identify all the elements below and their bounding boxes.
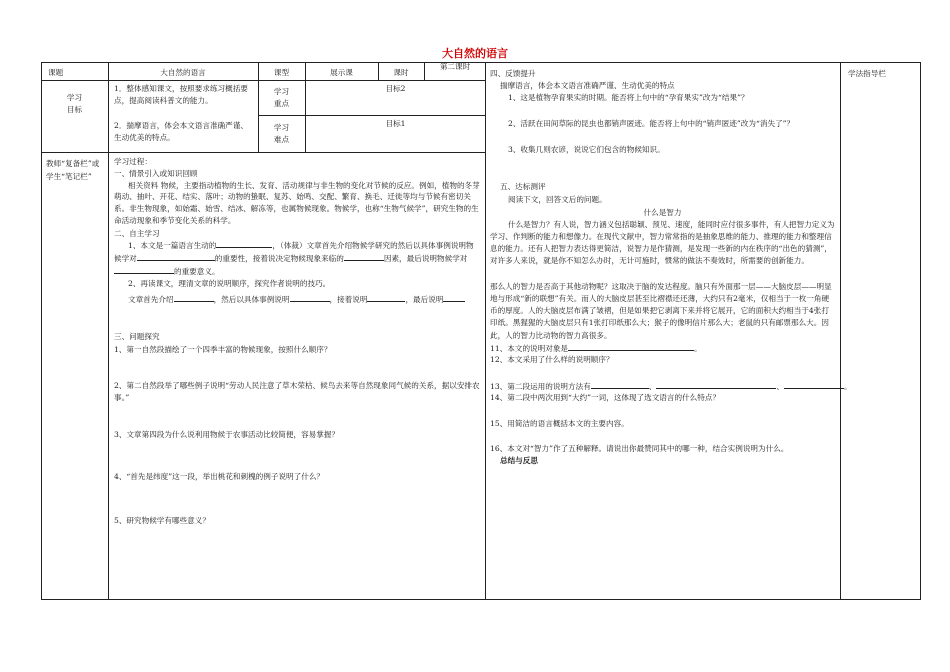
header-topic-label: 课题 <box>48 68 64 77</box>
header-type-value: 展示课 <box>330 68 353 77</box>
s2-p1e: 因素，最后说明物候学对 <box>383 254 468 264</box>
table-bottom-border <box>41 599 921 600</box>
header-type-label: 课型 <box>273 68 290 77</box>
notes-column-label: 教师“复备栏”或学生“笔记栏” <box>46 159 100 181</box>
guide-divider <box>840 62 841 600</box>
section4-title: 四、反馈提升 <box>490 69 536 78</box>
q11b: 。 <box>694 344 702 353</box>
right-question-2: 2、活跃在田间草际的昆虫也都销声匿迹。能否将上句中的“销声匿迹”改为“消失了”？ <box>508 119 795 128</box>
key-point-label <box>258 86 305 110</box>
header-period-value: 第二课时 <box>439 62 471 71</box>
s2-p3d: ，最后说明 <box>405 295 444 305</box>
section1-body: 相关资料 物候，主要指动植物的生长、发育、活动规律与非生物的变化对节候的反应。例如，植物的冬芽萌动、抽叶、开花、结实、落叶；动物的蛰眠、复苏、始鸣、交配、繁育、换毛、迁徙等均与节候有密切关系。非生物现象，如始霜、始雪、结冰、解冻等，也属物候现象。物候学，也称“生物气候学”，研究生物的生命活动现象和季节变化关系的科学。 <box>114 180 480 225</box>
blank-1[interactable] <box>216 239 272 248</box>
question-15: 15、用简洁的语言概括本文的主要内容。 <box>490 419 629 428</box>
section4-intro: 揣摩语言，体会本文语言准确严谨、生动优美的特点 <box>500 81 675 90</box>
key-point-value: 目标2 <box>385 84 406 93</box>
goals-label-line2: 目标 <box>66 104 83 114</box>
article-title: 什么是智力 <box>643 208 682 217</box>
section5-title: 五、达标测评 <box>500 182 546 191</box>
right-question-1: 1、这是植物孕育果实的时期。能否将上句中的“孕育果实”改为“结果”？ <box>508 93 749 102</box>
header-period-label: 课时 <box>393 68 409 77</box>
question-14: 14、第二段中两次用到“大约”一词，这体现了选文语言的什么特点？ <box>490 393 721 402</box>
s2-p1d: 的重要性，接着说决定物候现象来临的 <box>214 254 344 264</box>
side-col-line <box>108 152 109 600</box>
goal-item-2: 2．揣摩语言，体会本文语言准确严谨、生动优美的特点。 <box>114 121 248 142</box>
question-4: 4、“首先是纬度”这一段，举出桃花和刺槐的例子说明了什么？ <box>114 472 325 481</box>
section2-title: 二、自主学习 <box>114 228 160 238</box>
s2-p3c: ，接着说明 <box>329 295 368 305</box>
key-label-2: 重点 <box>273 98 290 108</box>
middle-divider <box>485 62 486 600</box>
article-paragraph-1: 什么是智力？有人说，智力涵义包括聪颖、预见、速度，能同时应付很多事件，有人把智力定义为学习、作判断的能力和想像力。在现代文献中，智力常常指的是抽象思维的能力、推理的能力和整理信息的能力。还有人把智力表达得更简洁，说智力是作猜测，是发现一些新的内在秩序的“出色的猜测”，对许多人来说，就是你不知怎么办时，无计可施时，惯常的做法不奏效时，所需要的创新能力。 <box>490 220 835 266</box>
goal-row-line <box>258 115 486 116</box>
section2-q3 <box>114 293 480 307</box>
s2-p3b: ，然后以具体事例说明 <box>213 295 290 305</box>
study-guide-label: 学法指导栏 <box>848 69 886 78</box>
s2-p1f: 的重要意义。 <box>174 266 220 276</box>
blank-3[interactable] <box>344 252 384 261</box>
section2-q1 <box>114 239 480 277</box>
q11a: 11、本文的说明对象是 <box>490 344 569 353</box>
goal-item-1: 1．整体感知课文，按照要求练习概括要点，提高阅读科普文的能力。 <box>114 84 248 105</box>
key-label-1: 学习 <box>273 87 290 96</box>
blank-7[interactable] <box>367 293 405 302</box>
goals-label-line1: 学习 <box>66 93 83 102</box>
q13a: 13、第二段运用的说明方法有 <box>490 382 591 391</box>
section3-title: 三、问题探究 <box>114 332 160 341</box>
s2-p3a: 文章首先介绍 <box>128 295 174 305</box>
article-paragraph-2: 那么人的智力是否高于其他动物呢？这取决于脑的发达程度。脑只有外面那一层——大脑皮层——明显地与形成“新的联想”有关。而人的大脑皮层甚至比褶襟还还薄，大约只有2毫米，仅相当于一枚一角硬币的厚度。人的大脑皮层布满了皱褶，但是如果把它剥离下来并将它展开，它的面积大约相当于4张打印纸。黑猩猩的大脑皮层只有1张打印纸那么大；猴子的像明信片那么大；老鼠的只有邮票那么大。因此，人的智力比动物的智力高很多。 <box>490 282 832 340</box>
difficulty-value: 目标1 <box>385 119 406 128</box>
s2-p1c: 然后以具体事例说明物候学对 <box>114 241 474 264</box>
q13d: 。 <box>843 382 852 391</box>
blank-8[interactable] <box>443 293 465 302</box>
section1-title: 一、情景引入或知识回顾 <box>114 168 198 178</box>
right-question-3: 3、收集几则农谚，说说它们包含的物候知识。 <box>508 145 665 154</box>
blank-4[interactable] <box>114 265 174 274</box>
table-right-border <box>920 62 921 600</box>
blank-q13c[interactable] <box>784 380 844 389</box>
q13b: 、 <box>648 382 657 391</box>
blank-q13b[interactable] <box>656 380 776 389</box>
question-2: 2、第二自然段举了哪些例子说明“劳动人民注意了草木荣枯、候鸟去来等自然现象同气候的关系，据以安排农事。” <box>114 381 480 402</box>
blank-5[interactable] <box>174 293 214 302</box>
blank-2[interactable] <box>137 252 215 261</box>
section5-intro: 阅读下文，回答文后的问题。 <box>508 195 607 204</box>
s2-p1b: ，（体裁）文章首先介绍物候学研究的 <box>272 241 398 251</box>
diff-label-1: 学习 <box>273 123 290 132</box>
summary-heading: 总结与反思 <box>500 456 538 465</box>
process-heading: 学习过程： <box>114 157 152 166</box>
diff-label-2: 难点 <box>273 134 290 144</box>
blank-q13a[interactable] <box>591 380 649 389</box>
section2-q2: 2、再读课文，理清文章的说明顺序，探究作者说明的技巧。 <box>128 278 331 288</box>
page-title: 大自然的语言 <box>442 47 508 60</box>
difficulty-label <box>258 122 305 146</box>
question-16: 16、本文对“智力”作了五种解释。请说出你最赞同其中的哪一种，结合实例说明为什么。 <box>490 444 789 453</box>
blank-6[interactable] <box>290 293 330 302</box>
question-13 <box>490 380 852 393</box>
q13c: 、 <box>776 382 784 391</box>
header-topic-value: 大自然的语言 <box>160 68 206 77</box>
question-5: 5、研究物候学有哪些意义？ <box>114 516 210 525</box>
table-left-border <box>41 62 42 600</box>
question-11 <box>490 342 702 355</box>
question-1: 1、第一自然段描绘了一个四季丰富的物候现象，按照什么顺序？ <box>114 345 332 354</box>
question-3: 3、文章第四段为什么说利用物候于农事活动比较简便，容易掌握？ <box>114 430 340 439</box>
goals-label <box>41 92 108 116</box>
learning-process <box>114 156 480 308</box>
question-12: 12、本文采用了什么样的说明顺序？ <box>490 355 614 364</box>
s2-p1a: 1、本文是一篇语言生动的 <box>128 241 217 251</box>
blank-q11[interactable] <box>568 342 694 351</box>
